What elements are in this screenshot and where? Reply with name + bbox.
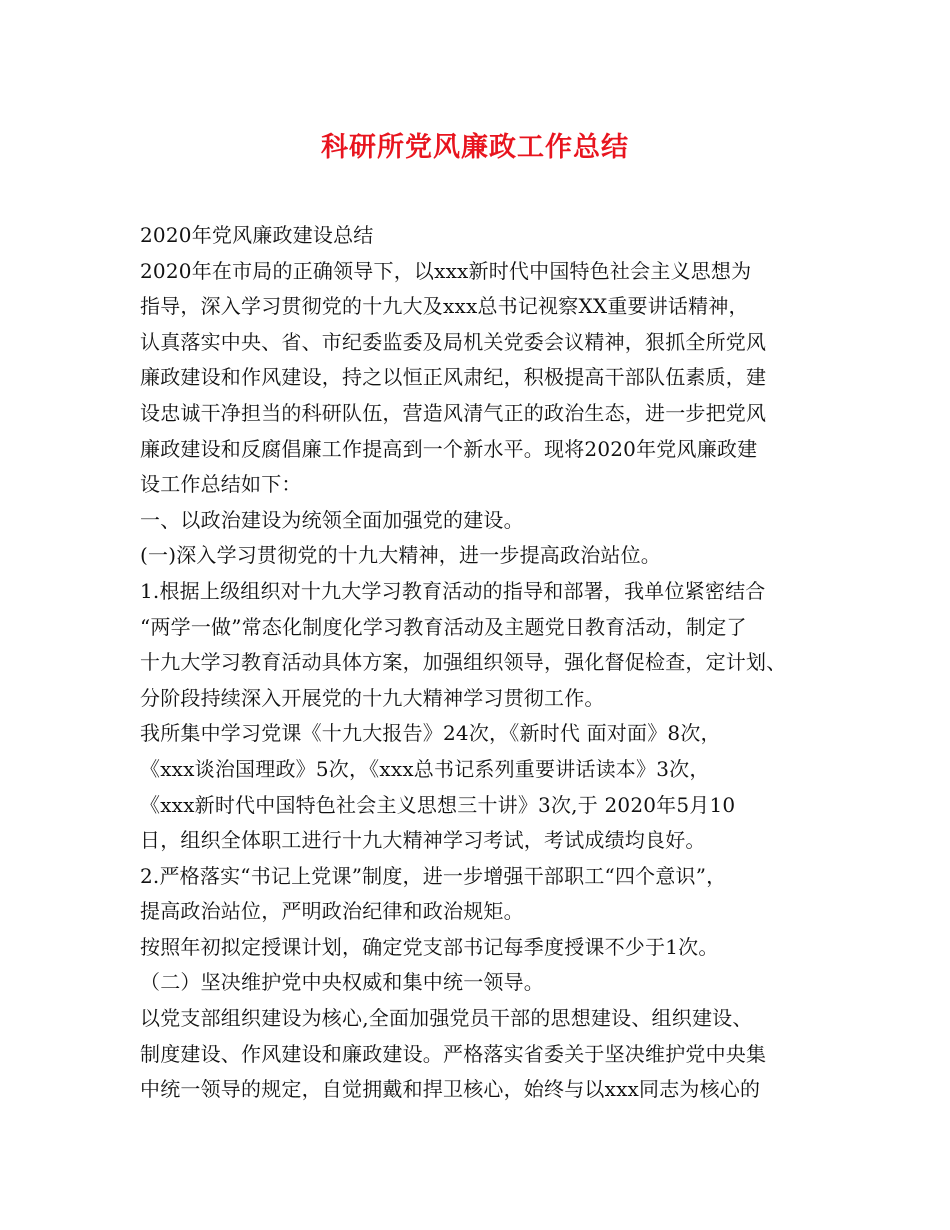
text-line: 《xxx新时代中国特色社会主义思想三十讲》3次,于 2020年5月10: [140, 792, 736, 817]
text-line: 2020年党风廉政建设总结: [140, 223, 374, 247]
text-line: 《xxx谈治国理政》5次，《xxx总书记系列重要讲话读本》3次，: [140, 756, 710, 781]
text-line: 分阶段持续深入开展党的十九大精神学习贯彻工作。: [140, 685, 605, 710]
text-line: (一)深入学习贯彻党的十九大精神，进一步提高政治站位。: [140, 543, 662, 568]
text-line: 廉政建设和作风建设，持之以恒正风肃纪，积极提高干部队伍素质，建: [140, 365, 767, 390]
text-line: 指导，深入学习贯彻党的十九大及xxx总书记视察XX重要讲话精神，: [140, 294, 749, 319]
text-line: 中统一领导的规定，自觉拥戴和捍卫核心，始终与以xxx同志为核心的: [140, 1077, 761, 1102]
text-line: 1.根据上级组织对十九大学习教育活动的指导和部署，我单位紧密结合: [140, 578, 766, 603]
text-line: 2020年在市局的正确领导下，以xxx新时代中国特色社会主义思想为: [140, 258, 752, 283]
text-line: 日，组织全体职工进行十九大精神学习考试，考试成绩均良好。: [140, 828, 706, 853]
text-line: 以党支部组织建设为核心,全面加强党员干部的思想建设、组织建设、: [140, 1006, 753, 1031]
text-line: 廉政建设和反腐倡廉工作提高到一个新水平。现将2020年党风廉政建: [140, 436, 758, 461]
document-title: 科研所党风廉政工作总结: [321, 132, 629, 163]
text-line: 我所集中学习党课《十九大报告》24次，《新时代 面对面》8次，: [140, 721, 721, 746]
text-line: 制度建设、作风建设和廉政建设。严格落实省委关于坚决维护党中央集: [140, 1041, 767, 1066]
text-line: “两学一做”常态化制度化学习教育活动及主题党日教育活动，制定了: [140, 614, 747, 639]
text-line: 设工作总结如下：: [140, 472, 302, 497]
text-line: 提高政治站位，严明政治纪律和政治规矩。: [140, 899, 524, 924]
text-line: 十九大学习教育活动具体方案，加强组织领导，强化督促检查，定计划、: [140, 650, 787, 675]
text-line: 认真落实中央、省、市纪委监委及局机关党委会议精神，狠抓全所党风: [140, 329, 767, 354]
text-line: （二）坚决维护党中央权威和集中统一领导。: [140, 970, 544, 995]
document-body: [140, 218, 820, 1108]
text-line: 按照年初拟定授课计划，确定党支部书记每季度授课不少于1次。: [140, 934, 719, 959]
text-line: 一、以政治建设为统领全面加强党的建设。: [140, 507, 524, 532]
text-line: 设忠诚干净担当的科研队伍，营造风清气正的政治生态，进一步把党风: [140, 400, 767, 425]
text-line: 2.严格落实“书记上党课”制度，进一步增强干部职工“四个意识”，: [140, 863, 727, 888]
